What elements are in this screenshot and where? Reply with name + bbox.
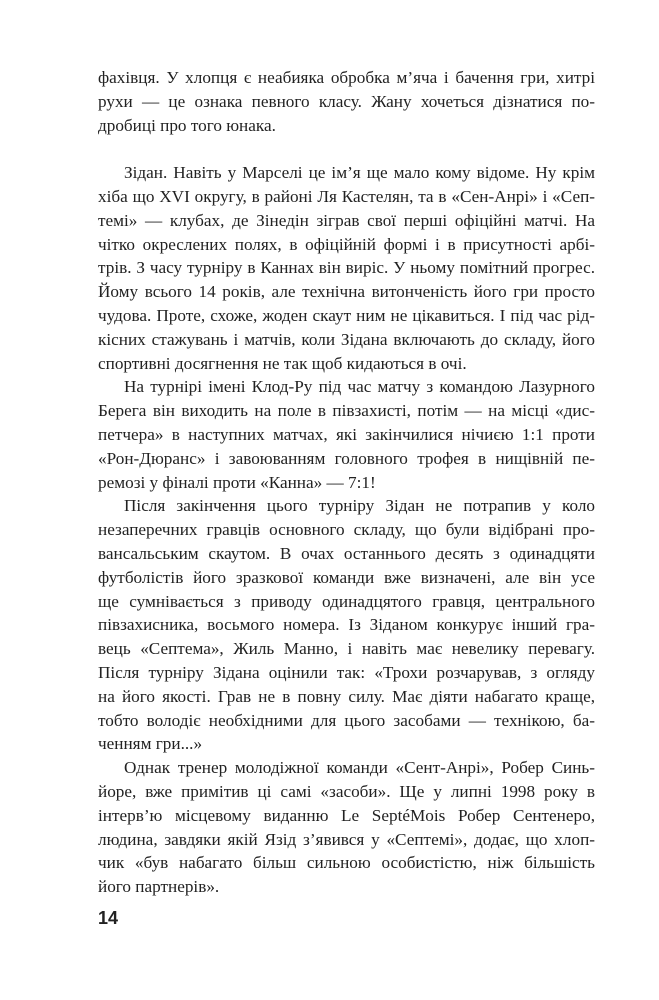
text-line: чик «був набагато більш сильною особистістю, ніж більшість xyxy=(98,853,595,873)
text-line: темі» — клубах, де Зінедін зіграв свої перші офіційні матчі. На xyxy=(98,210,595,230)
text-line: Однак тренер молодіжної команди «Сент-Анрі», Робер Синь- xyxy=(124,758,595,778)
text-line: інтерв’ю місцевому виданню Le SeptéMois Робер Сентенеро, xyxy=(98,805,595,825)
text-line: вансальським скаутом. В очах останнього десять з одинадцяти xyxy=(98,543,595,563)
text-line: дробиці про того юнака. xyxy=(98,115,276,135)
text-line: чудова. Проте, схоже, жоден скаут ним не цікавиться. І під час рід- xyxy=(98,305,595,325)
text-line: хіба що XVI округу, в районі Ля Кастелян, та в «Сен-Анрі» і «Сеп- xyxy=(98,186,595,206)
text-line: ченням гри...» xyxy=(98,734,203,754)
text-line: спортивні досягнення не так щоб кидаються в очі. xyxy=(98,353,467,373)
text-line: йоре, вже примітив ці самі «засоби». Ще у липні 1998 року в xyxy=(98,781,595,801)
text-line: Зідан. Навіть у Марселі це ім’я ще мало кому відоме. Ну крім xyxy=(124,163,595,183)
text-line: Після закінчення цього турніру Зідан не потрапив у коло xyxy=(124,496,595,516)
text-line: людина, завдяки якій Язід з’явився у «Септемі», додає, що хлоп- xyxy=(98,829,595,849)
text-line: тобто володіє необхідними для цього засобами — технікою, ба- xyxy=(98,710,595,730)
text-line: рухи — це ознака певного класу. Жану хочеться дізнатися по- xyxy=(98,91,595,111)
text-line: чітко окреслених полях, в офіційній формі і в присутності арбі- xyxy=(98,234,595,254)
body-text xyxy=(98,66,595,899)
text-line: його партнерів». xyxy=(98,877,220,897)
text-line: петчера» в наступних матчах, які закінчилися нічиєю 1:1 проти xyxy=(98,424,595,444)
text-line: ще сумнівається з приводу одинадцятого гравця, центрального xyxy=(98,591,595,611)
text-line: На турнірі імені Клод-Ру під час матчу з командою Лазурного xyxy=(124,377,595,397)
text-line: ремозі у фіналі проти «Канна» — 7:1! xyxy=(98,472,376,492)
text-line: півзахисника, восьмого номера. Із Зіданом конкурує інший гра- xyxy=(98,615,595,635)
paragraph xyxy=(98,494,595,756)
text-line: трів. З часу турніру в Каннах він виріс. У ньому помітний прогрес. xyxy=(98,258,595,278)
text-line: кісних стажувань і матчів, коли Зідана включають до складу, його xyxy=(98,329,595,349)
paragraph xyxy=(98,66,595,137)
paragraph xyxy=(98,756,595,899)
section-break xyxy=(98,137,595,161)
text-line: Йому всього 14 років, але технічна витонченість його гри просто xyxy=(98,282,595,302)
text-line: на його якості. Грав не в повну силу. Має діяти набагато краще, xyxy=(98,686,595,706)
text-line: Після турніру Зідана оцінили так: «Трохи розчарував, з огляду xyxy=(98,662,595,682)
paragraph xyxy=(98,161,595,375)
text-line: «Рон-Дюранс» і завоюванням головного трофея в нищівній пе- xyxy=(98,448,595,468)
page-number: 14 xyxy=(98,908,119,928)
text-line: незаперечних гравців основного складу, що були відібрані про- xyxy=(98,520,595,540)
text-line: Берега він виходить на поле в півзахисті, потім — на місці «дис- xyxy=(98,401,595,421)
text-line: фахівця. У хлопця є неабияка обробка м’яча і бачення гри, хитрі xyxy=(98,68,595,87)
text-line: вець «Септема», Жиль Манно, і навіть має невелику перевагу. xyxy=(98,639,595,659)
paragraph xyxy=(98,375,595,494)
text-line: футболістів його зразкової команди вже визначені, але він усе xyxy=(98,567,595,587)
